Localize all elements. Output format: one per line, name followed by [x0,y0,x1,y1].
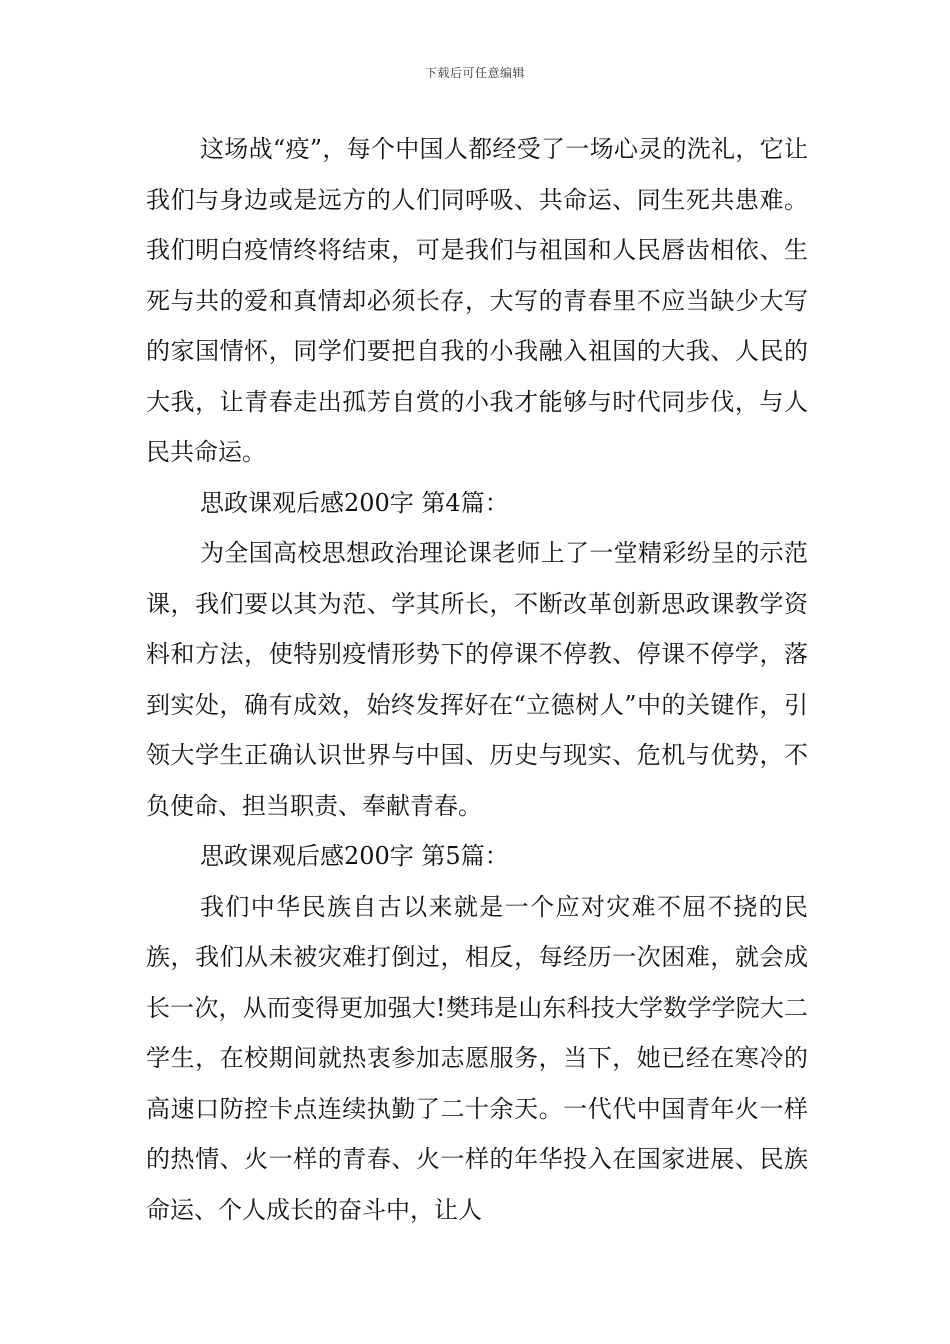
body-paragraph: 这场战“疫”，每个中国人都经受了一场心灵的洗礼，它让我们与身边或是远方的人们同呼吸、共命运、同生死共患难。我们明白疫情终将结束，可是我们与祖国和人民唇齿相依、生死与共的爱和真情却必须长存，大写的青春里不应当缺少大写的家国情怀，同学们要把自我的小我融入祖国的大我、人民的大我，让青春走出孤芳自赏的小我才能够与时代同步伐，与人民共命运。 [146,135,808,466]
document-body [146,124,808,1235]
body-paragraph: 我们中华民族自古以来就是一个应对灾难不屈不挠的民族，我们从未被灾难打倒过，相反，每经历一次困难，就会成长一次，从而变得更加强大!樊玮是山东科技大学数学学院大二学生，在校期间就热衷参加志愿服务，当下，她已经在寒冷的高速口防控卡点连续执勤了二十余天。一代代中国青年火一样的热情、火一样的青春、火一样的年华投入在国家进展、民族命运、个人成长的奋斗中，让人 [146,892,808,1224]
section-heading: 思政课观后感200字 第4篇： [200,488,509,517]
section-heading: 思政课观后感200字 第5篇： [200,842,509,870]
body-paragraph: 为全国高校思想政治理论课老师上了一堂精彩纷呈的示范课，我们要以其为范、学其所长，不断改革创新思政课教学资料和方法，使特别疫情形势下的停课不停教、停课不停学，落到实处，确有成效，始终发挥好在“立德树人”中的关键作，引领大学生正确认识世界与中国、历史与现实、危机与优势，不负使命、担当职责、奉献青春。 [146,539,808,820]
page-header: 下载后可任意编辑 [424,66,525,80]
